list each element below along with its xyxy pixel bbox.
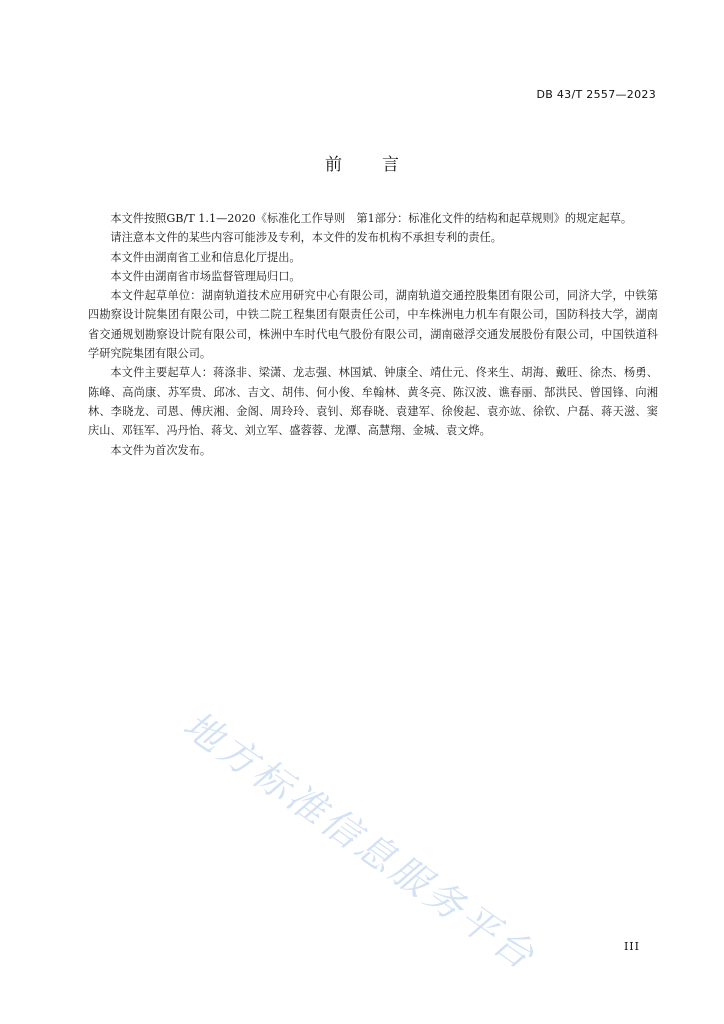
page-number: III: [623, 940, 640, 953]
paragraph-drafting-rules: 本文件按照GB/T 1.1—2020《标准化工作导则 第1部分：标准化文件的结构和起草规则》的规定起草。: [110, 212, 633, 225]
paragraph-administrator: 本文件由湖南省市场监督管理局归口。: [110, 269, 301, 283]
paragraph-patent-notice: 请注意本文件的某些内容可能涉及专利，本文件的发布机构不承担专利的责任。: [110, 231, 502, 245]
document-code: DB 43/T 2557—2023: [536, 88, 656, 101]
body-text: [88, 209, 658, 460]
watermark: 地方标准信息服务平台: [175, 702, 545, 980]
paragraph-drafting-units: 本文件起草单位：湖南轨道技术应用研究中心有限公司，湖南轨道交通控股集团有限公司，同济大学，中铁第四勘察设计院集团有限公司，中铁二院工程集团有限责任公司，中车株洲电力机车有限公司，国防科技大学，湖南省交通规划勘察设计院有限公司，株洲中车时代电气股份有限公司，湖南磁浮交通发展股份有限公司，中国铁道科学研究院集团有限公司。: [88, 289, 658, 361]
paragraph-first-release: 本文件为首次发布。: [110, 443, 212, 457]
paragraph-drafters: 本文件主要起草人：蒋涤非、梁潇、龙志强、林国斌、钟康全、靖仕元、佟来生、胡海、戴旺、徐杰、杨勇、陈峰、高尚康、苏军贵、邱冰、吉文、胡伟、何小俊、牟翰林、黄冬亮、陈汉波、谯春丽、郜洪民、曾国锋、向湘林、李晓龙、司恩、傅庆湘、金阁、周玲玲、袁钊、郑春晓、袁建军、徐俊起、袁亦竑、徐钦、户磊、蒋天滋、窦庆山、邓钰军、冯丹怡、蒋戈、刘立军、盛蓉蓉、龙潭、高慧翔、金城、袁文烨。: [88, 366, 658, 438]
paragraph-proposer: 本文件由湖南省工业和信息化厅提出。: [110, 250, 301, 264]
section-title: 前言: [325, 155, 439, 175]
